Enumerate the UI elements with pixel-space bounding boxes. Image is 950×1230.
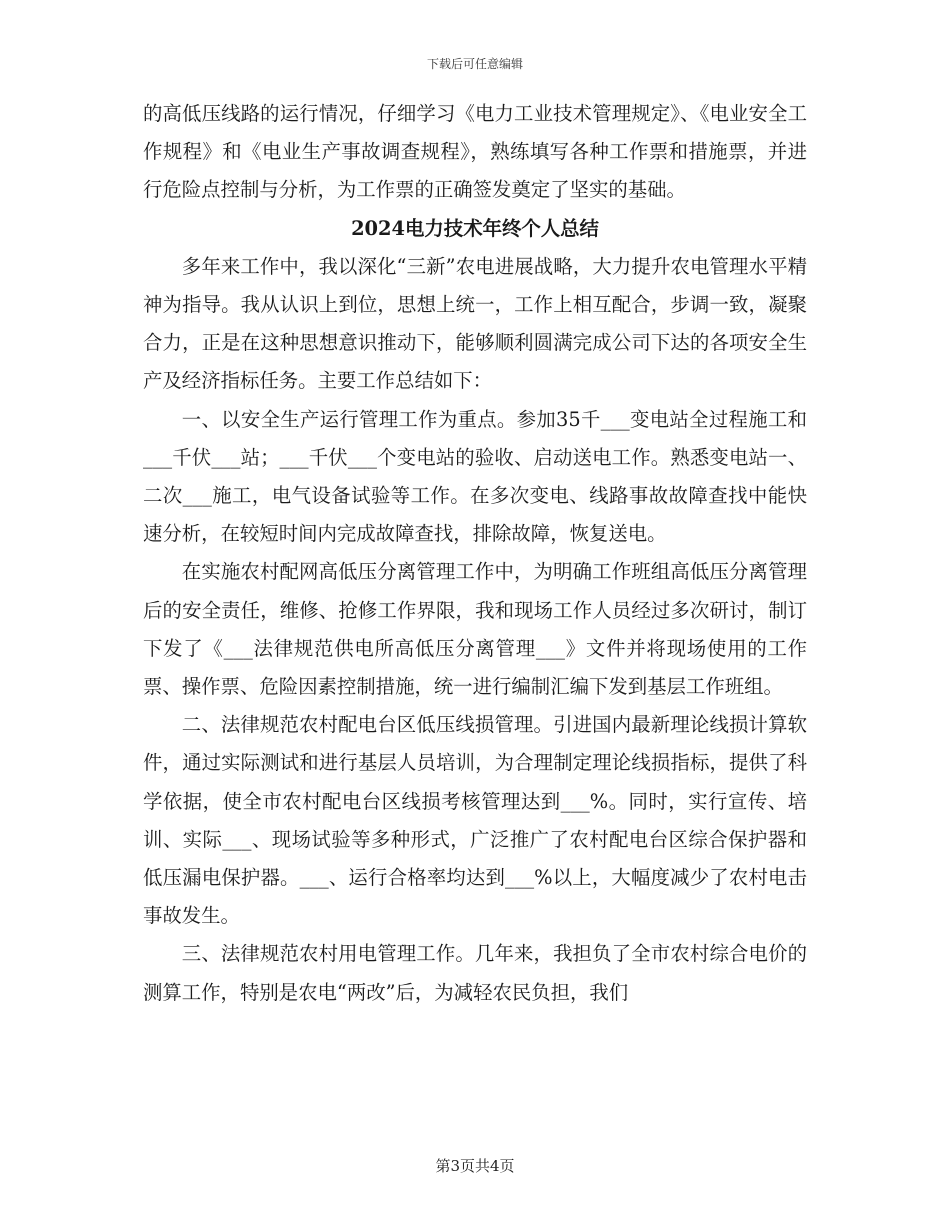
paragraph-safety-production: 一、以安全生产运行管理工作为重点。参加35千___变电站全过程施工和___千伏___站；___千伏___个变电站的验收、启动送电工作。熟悉变电站一、二次___施工，电气设备试验等工作。在多次变电、线路事故故障查找中能快速分析，在较短时间内完成故障查找，排除故障，恢复送电。 [143, 407, 807, 546]
page-footer: 第3页共4页 [435, 1157, 515, 1175]
document-title: 2024电力技术年终个人总结 [351, 216, 599, 240]
paragraph-rural-electricity: 三、法律规范农村用电管理工作。几年来，我担负了全市农村综合电价的测算工作，特别是农电“两改”后，为减轻农民负担，我们 [143, 942, 807, 1004]
paragraph-intro: 多年来工作中，我以深化“三新”农电进展战略，大力提升农电管理水平精神为指导。我从认识上到位，思想上统一，工作上相互配合，步调一致，凝聚合力，正是在这种思想意识推动下，能够顺利圆满完成公司下达的各项安全生产及经济指标任务。主要工作总结如下： [143, 254, 807, 393]
document-body [143, 95, 807, 1012]
paragraph-line-loss: 二、法律规范农村配电台区低压线损管理。引进国内最新理论线损计算软件，通过实际测试和进行基层人员培训，为合理制定理论线损指标，提供了科学依据，使全市农村配电台区线损考核管理达到___%。同时，实行宣传、培训、实际___、现场试验等多种形式，广泛推广了农村配电台区综合保护器和低压漏电保护器。___、运行合格率均达到___%以上，大幅度减少了农村电击事故发生。 [143, 713, 807, 928]
paragraph-voltage-separation: 在实施农村配网高低压分离管理工作中，为明确工作班组高低压分离管理后的安全责任，维修、抢修工作界限，我和现场工作人员经过多次研讨，制订下发了《___法律规范供电所高低压分离管理___》文件并将现场使用的工作票、操作票、危险因素控制措施，统一进行编制汇编下发到基层工作班组。 [143, 560, 807, 699]
page-header: 下载后可任意编辑 [426, 57, 523, 71]
paragraph-continuation: 的高低压线路的运行情况，仔细学习《电力工业技术管理规定》、《电业安全工作规程》和《电业生产事故调查规程》，熟练填写各种工作票和措施票，并进行危险点控制与分析，为工作票的正确签发奠定了坚实的基础。 [143, 102, 807, 202]
